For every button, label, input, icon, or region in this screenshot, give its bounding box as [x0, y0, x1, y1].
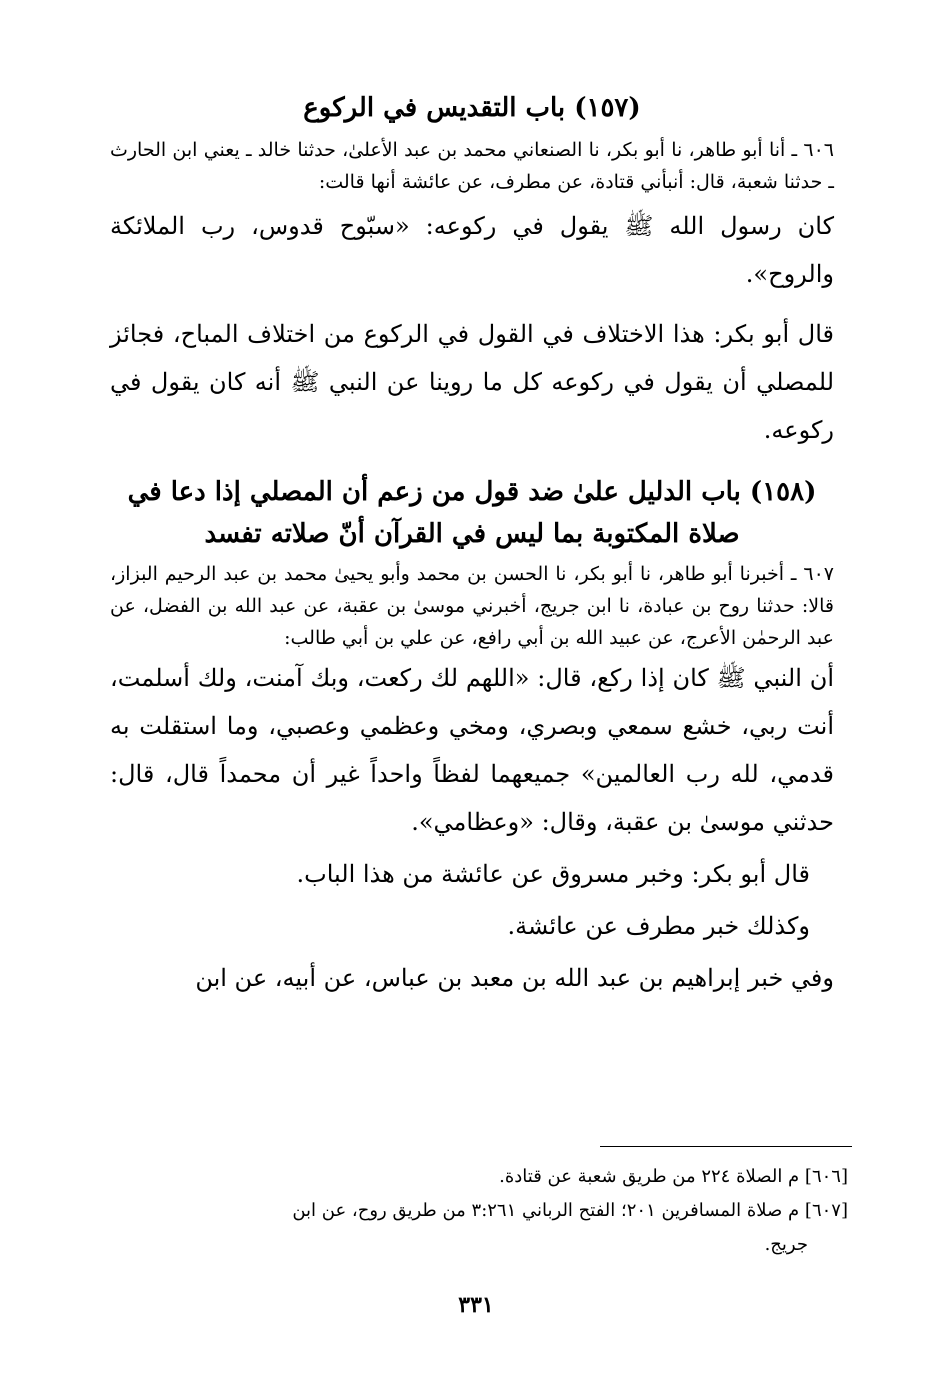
- note-ibrahim: وفي خبر إبراهيم بن عبد الله بن معبد بن عباس، عن أبيه، عن ابن: [195, 964, 834, 992]
- hadith-607-isnad: ٦٠٧ ـ أخبرنا أبو طاهر، نا أبو بكر، نا الحسن بن محمد وأبو يحيىٰ محمد بن عبد الرحيم البزاز، قالا: حدثنا روح بن عبادة، نا ابن جريج، أخبرني موسىٰ بن عقبة، عن عبد الله بن الفضل، عن عبد الرحمٰن الأعرج، عن عبيد الله بن أبي رافع، عن علي بن أبي طالب:: [110, 563, 834, 649]
- hadith-606-text: كان رسول الله ﷺ يقول في ركوعه: «سبّوح قدوس، رب الملائكة والروح».: [110, 212, 834, 288]
- hadith-607-text: أن النبي ﷺ كان إذا ركع، قال: «اللهم لك ركعت، وبك آمنت، ولك أسلمت، أنت ربي، خشع سمعي وبصري، ومخي وعظمي وعصبي، وما استقلت به قدمي، لله رب العالمين» جميعهما لفظاً واحداً غير أن محمداً قال، قال: حدثني موسىٰ بن عقبة، وقال: «وعظامي».: [110, 664, 834, 836]
- chapter-158-title-line2: صلاة المكتوبة بما ليس في القرآن أنّ صلاته تفسد: [204, 519, 740, 549]
- chapter-157-title: (١٥٧) باب التقديس في الركوع: [303, 93, 641, 123]
- commentary-text: قال أبو بكر: هذا الاختلاف في القول في الركوع من اختلاف المباح، فجائز للمصلي أن يقول في ركوعه كل ما روينا عن النبي ﷺ أنه كان يقول في ركوعه.: [110, 320, 834, 444]
- note-mutarrif: وكذلك خبر مطرف عن عائشة.: [507, 912, 810, 940]
- chapter-158-title-line1: (١٥٨) باب الدليل علىٰ ضد قول من زعم أن المصلي إذا دعا في: [127, 477, 817, 507]
- note-masruq: قال أبو بكر: وخبر مسروق عن عائشة من هذا الباب.: [296, 860, 810, 888]
- page-number: ٣٣١: [458, 1292, 494, 1318]
- footnote-divider: [600, 1146, 852, 1147]
- footnote-607-continuation: جريج.: [764, 1234, 808, 1255]
- hadith-606-isnad: ٦٠٦ ـ أنا أبو طاهر، نا أبو بكر، نا الصنعاني محمد بن عبد الأعلىٰ، حدثنا خالد ـ يعني ابن الحارث ـ حدثنا شعبة، قال: أنبأني قتادة، عن مطرف، عن عائشة أنها قالت:: [110, 139, 834, 193]
- footnote-607: [٦٠٧] م صلاة المسافرين ٢٠١؛ الفتح الرباني ٣:٢٦١ من طريق روح، عن ابن: [292, 1200, 848, 1221]
- footnote-606: [٦٠٦] م الصلاة ٢٢٤ من طريق شعبة عن قتادة.: [499, 1166, 848, 1187]
- footnotes: [106, 1160, 848, 1262]
